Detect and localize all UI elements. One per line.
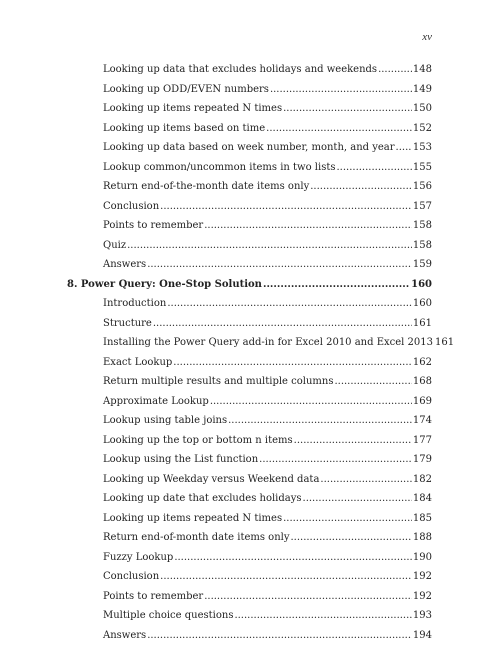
- dot-leader: [270, 80, 412, 99]
- dot-leader: [334, 372, 411, 391]
- dot-leader: [396, 138, 412, 157]
- toc-entry[interactable]: [103, 177, 432, 196]
- toc-entry-title: Answers: [103, 259, 147, 270]
- toc-entry-page: 158: [412, 220, 432, 231]
- toc-entry[interactable]: [103, 333, 455, 352]
- dot-leader: [378, 60, 412, 79]
- dot-leader: [310, 177, 412, 196]
- dot-leader: [147, 626, 412, 645]
- toc-entry-title: Answers: [103, 629, 147, 641]
- toc-entry[interactable]: [103, 99, 432, 118]
- toc-entry-title: Approximate Lookup: [103, 395, 209, 407]
- toc-entry-page: 160: [411, 278, 432, 290]
- dot-leader: [283, 509, 412, 528]
- toc-entry[interactable]: [103, 431, 432, 450]
- toc-entry-page: 174: [412, 415, 432, 426]
- toc-entry-page: 162: [412, 356, 432, 368]
- dot-leader: [290, 528, 411, 547]
- toc-entry-page: 161: [435, 337, 455, 348]
- toc-entry-page: 149: [412, 83, 432, 95]
- toc-entry[interactable]: [103, 567, 432, 586]
- dot-leader: [173, 353, 412, 372]
- toc-entry[interactable]: [103, 119, 432, 138]
- dot-leader: [259, 450, 412, 469]
- dot-leader: [204, 216, 412, 235]
- toc-entry[interactable]: [103, 294, 432, 313]
- toc-entry-title: Return end-of-month date items only: [103, 532, 290, 543]
- toc-entry[interactable]: [103, 80, 432, 99]
- toc-entry-title: Lookup using the List function: [103, 454, 259, 465]
- toc-entry-title: Looking up items based on time: [103, 122, 266, 134]
- toc-entry-title: Structure: [103, 317, 152, 329]
- toc-entry-title: Multiple choice questions: [103, 610, 234, 621]
- toc-entry[interactable]: [103, 216, 432, 235]
- toc-entry-page: 192: [412, 590, 432, 602]
- toc-entry-title: Installing the Power Query add-in for Excel 2010 and Excel 2013: [103, 337, 433, 348]
- dot-leader: [153, 314, 412, 333]
- toc-entry-page: 157: [412, 200, 432, 212]
- toc-entry-page: 192: [412, 571, 432, 582]
- toc-entry[interactable]: [103, 138, 432, 157]
- toc-entry-page: 160: [412, 298, 432, 309]
- toc-entry-title: Looking up date that excludes holidays: [103, 493, 302, 504]
- toc-entry-page: 185: [412, 512, 432, 524]
- toc-entry-title: Looking up items repeated N times: [103, 512, 283, 524]
- dot-leader: [228, 411, 412, 430]
- toc-entry[interactable]: [103, 60, 432, 79]
- toc-entry[interactable]: [103, 450, 432, 469]
- dot-leader: [127, 236, 412, 255]
- toc-entry-title: Looking up data based on week number, month, and year: [103, 142, 395, 153]
- dot-leader: [167, 294, 412, 313]
- toc-entry[interactable]: [103, 470, 432, 489]
- dot-leader: [303, 489, 412, 508]
- toc-entry-page: 153: [412, 142, 432, 153]
- dot-leader: [294, 431, 412, 450]
- toc-entry-page: 152: [412, 122, 432, 134]
- toc-entry-title: Looking up items repeated N times: [103, 103, 283, 114]
- toc-entry[interactable]: [103, 197, 432, 216]
- toc-entry[interactable]: [103, 626, 432, 645]
- toc-entry[interactable]: [103, 548, 432, 567]
- toc-entry[interactable]: [103, 372, 432, 391]
- toc-entry-title: Looking up ODD/EVEN numbers: [103, 83, 269, 95]
- toc-entry-title: Conclusion: [103, 200, 160, 212]
- toc-entry-title: Return multiple results and multiple columns: [103, 376, 334, 387]
- toc-entry-page: 179: [412, 454, 432, 465]
- dot-leader: [147, 255, 412, 274]
- toc-entry-page: 148: [412, 64, 432, 75]
- toc-entry-page: 158: [412, 239, 432, 251]
- toc-entry[interactable]: [103, 489, 432, 508]
- toc-entry-page: 169: [412, 395, 432, 407]
- toc-entry-page: 159: [412, 259, 432, 270]
- dot-leader: [160, 567, 412, 586]
- toc-entry[interactable]: [103, 528, 432, 547]
- toc-entry[interactable]: [103, 236, 432, 255]
- toc-entry-title: Lookup common/uncommon items in two lists: [103, 161, 336, 173]
- toc-entry[interactable]: [103, 606, 432, 625]
- toc-entry-title: Return end-of-the-month date items only: [103, 181, 310, 192]
- toc-entry-title: Quiz: [103, 239, 127, 251]
- toc-entry[interactable]: [103, 411, 432, 430]
- toc-entry-page: 190: [412, 551, 432, 563]
- toc-entry-page: 168: [412, 376, 432, 387]
- toc-entry-title: Points to remember: [103, 220, 204, 231]
- toc-entry-page: 182: [412, 473, 432, 485]
- toc-entry-title: Lookup using table joins: [103, 415, 228, 426]
- toc-entry-title: Introduction: [103, 298, 167, 309]
- toc-entry-page: 155: [412, 161, 432, 173]
- dot-leader: [234, 606, 411, 625]
- dot-leader: [263, 275, 410, 294]
- dot-leader: [204, 587, 412, 606]
- toc-entry[interactable]: [103, 314, 432, 333]
- toc-entry-title: Looking up Weekday versus Weekend data: [103, 473, 320, 485]
- toc-entry[interactable]: [103, 392, 432, 411]
- dot-leader: [320, 470, 412, 489]
- toc-entry-page: 193: [412, 610, 432, 621]
- toc-entry-title: Conclusion: [103, 571, 160, 582]
- toc-entry-title: Looking up the top or bottom n items: [103, 434, 293, 446]
- toc-entry[interactable]: [103, 353, 432, 372]
- toc-entry[interactable]: [103, 587, 432, 606]
- toc-entry[interactable]: [103, 509, 432, 528]
- dot-leader: [174, 548, 412, 567]
- dot-leader: [283, 99, 412, 118]
- toc-entry-title: Looking up data that excludes holidays and weekends: [103, 64, 378, 75]
- toc-chapter-heading[interactable]: [67, 275, 432, 294]
- toc-entry-title: 8. Power Query: One-Stop Solution: [67, 278, 262, 290]
- toc-entry-page: 161: [412, 317, 432, 329]
- toc-entry-page: 150: [412, 103, 432, 114]
- toc-entry-page: 156: [412, 181, 432, 192]
- toc-entry[interactable]: [103, 255, 432, 274]
- dot-leader: [337, 158, 412, 177]
- toc-entry-page: 194: [412, 629, 432, 641]
- dot-leader: [266, 119, 412, 138]
- toc-entry-title: Exact Lookup: [103, 356, 173, 368]
- dot-leader: [160, 197, 412, 216]
- toc-entry-page: 188: [412, 532, 432, 543]
- toc-entry[interactable]: [103, 158, 432, 177]
- toc-entry-title: Fuzzy Lookup: [103, 551, 174, 563]
- toc-entry-page: 177: [412, 434, 432, 446]
- page-number: xv: [422, 31, 432, 43]
- toc-entry-title: Points to remember: [103, 590, 204, 602]
- dot-leader: [210, 392, 412, 411]
- toc-entry-page: 184: [412, 493, 432, 504]
